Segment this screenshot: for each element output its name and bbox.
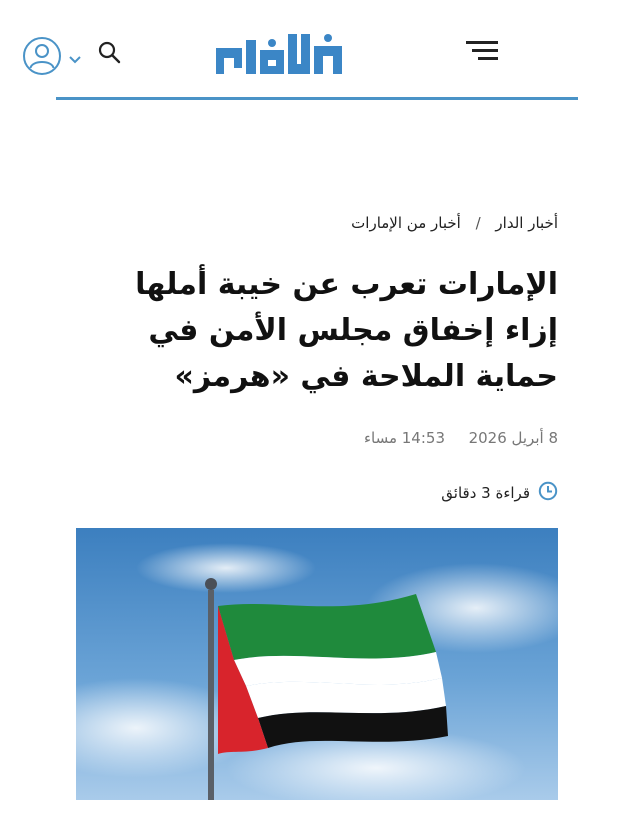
clock-icon xyxy=(538,481,558,505)
breadcrumb xyxy=(351,214,558,232)
chevron-down-icon[interactable] xyxy=(68,50,82,60)
article-title: الإمارات تعرب عن خيبة أملها إزاء إخفاق مجلس الأمن في حماية الملاحة في «هرمز» xyxy=(135,267,558,394)
search-icon[interactable] xyxy=(97,40,121,64)
article-time: 14:53 مساء xyxy=(363,429,445,447)
article-meta xyxy=(364,429,558,447)
breadcrumb-item-emirates-news[interactable]: أخبار من الإمارات xyxy=(351,214,461,232)
user-avatar-icon[interactable] xyxy=(22,36,62,76)
breadcrumb-separator: / xyxy=(475,214,481,232)
article-date: 8 أبريل 2026 xyxy=(468,429,558,447)
read-time-label: قراءة 3 دقائق xyxy=(441,484,530,502)
header-divider xyxy=(56,97,578,100)
breadcrumb-item-home-news[interactable]: أخبار الدار xyxy=(495,214,558,232)
article-hero-image xyxy=(76,528,558,800)
hamburger-menu-icon[interactable] xyxy=(464,38,500,64)
read-time xyxy=(441,481,558,505)
site-logo[interactable] xyxy=(212,26,346,80)
